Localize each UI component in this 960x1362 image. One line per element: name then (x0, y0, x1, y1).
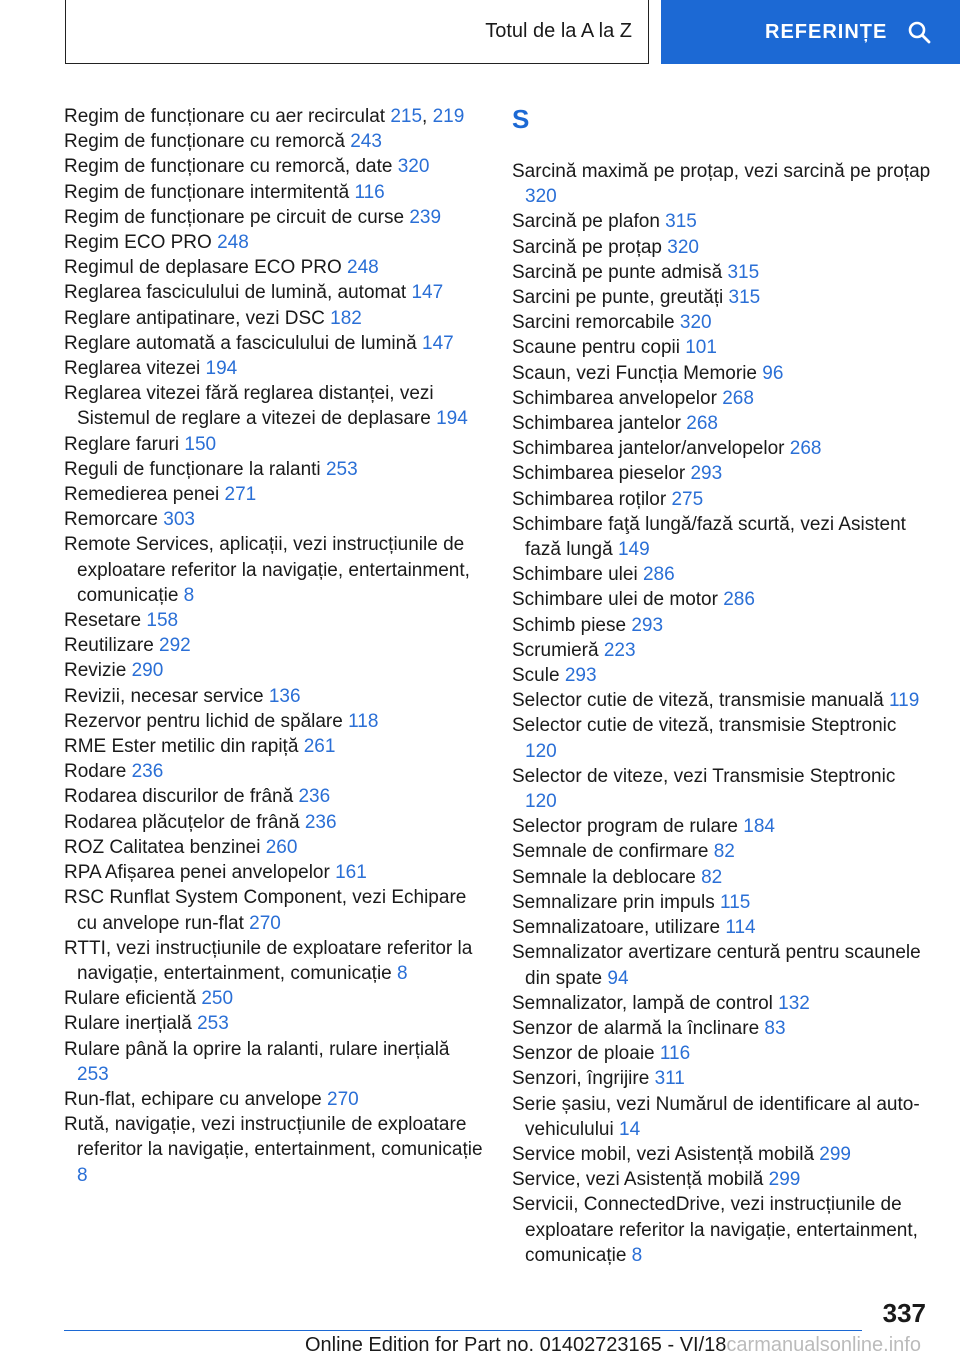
entry-text: Selector program de rulare (512, 816, 738, 838)
page-link[interactable]: 293 (690, 463, 723, 485)
entry-text: Selector cutie de viteză, transmisie Steptronic (512, 715, 897, 737)
index-entry (512, 915, 932, 940)
index-entry (64, 684, 484, 709)
page-link[interactable]: 116 (659, 1043, 691, 1065)
entry-text: ROZ Calitatea benzinei (64, 836, 261, 858)
index-entry (64, 280, 484, 305)
entry-text: Regim de funcționare intermitentă (64, 181, 350, 203)
page-link[interactable]: 320 (667, 236, 699, 258)
index-entry (512, 386, 932, 411)
index-entry (512, 461, 932, 486)
index-entry (64, 1112, 484, 1188)
entry-text: Remote Services, aplicații, vezi instrucțiunile de exploatare referitor la navigație, entertainment, comunicație (64, 534, 470, 606)
page-link[interactable]: 253 (197, 1013, 229, 1035)
entry-text: RTTI, vezi instrucțiunile de exploatare referitor la navigație, entertainment, comunicație (64, 937, 473, 984)
entry-text: Semnalizator, lampă de control (512, 992, 773, 1014)
index-entry (64, 810, 484, 835)
page-link[interactable]: 8 (631, 1244, 643, 1266)
footer-divider (64, 1330, 862, 1331)
entry-text: Reutilizare (64, 635, 154, 657)
index-column-right (512, 104, 932, 1268)
entry-text: Reglare faruri (64, 433, 180, 455)
index-entry (512, 839, 932, 864)
page-link[interactable]: 116 (354, 181, 385, 203)
reference-label: REFERINȚE (765, 20, 888, 43)
edition-info (305, 1334, 921, 1357)
page-link[interactable]: 315 (665, 211, 697, 233)
entry-text: Run-flat, echipare cu anvelope (64, 1088, 322, 1110)
page-link[interactable]: 82 (701, 866, 723, 888)
page-link[interactable]: 114 (725, 917, 756, 939)
index-entry (512, 1142, 932, 1167)
index-entry (64, 658, 484, 683)
index-entry (64, 759, 484, 784)
entry-text: Schimbarea jantelor (512, 413, 681, 435)
index-entry (512, 1016, 932, 1041)
entry-text: Scrumieră (512, 639, 599, 661)
entry-text: Rută, navigație, vezi instrucțiunile de exploatare referitor la navigație, entertainment, comunicație (64, 1114, 483, 1161)
page-link[interactable]: 248 (217, 232, 249, 254)
entry-text: Schimbare ulei (512, 564, 638, 586)
page-link[interactable]: 115 (720, 891, 751, 913)
index-entry (64, 306, 484, 331)
page-link[interactable]: 253 (325, 458, 358, 480)
index-entry (512, 1041, 932, 1066)
entry-text: Rodare (64, 761, 127, 783)
entry-text: Reglarea vitezei (64, 358, 201, 380)
page-link[interactable]: 236 (304, 811, 337, 833)
page-link[interactable]: 268 (789, 438, 822, 460)
section-letter: S (512, 104, 530, 134)
index-entry (512, 587, 932, 612)
index-entry (512, 285, 932, 310)
page-link[interactable]: 311 (654, 1068, 685, 1090)
page-link[interactable]: 250 (201, 988, 234, 1010)
index-entry (512, 209, 932, 234)
page-link[interactable]: 268 (722, 387, 754, 409)
entry-text: Resetare (64, 610, 142, 632)
page-link[interactable]: 158 (146, 610, 179, 632)
index-entry (512, 1066, 932, 1091)
entry-text: Senzor de ploaie (512, 1043, 655, 1065)
index-entry (64, 457, 484, 482)
page-link[interactable]: 8 (183, 584, 195, 606)
entry-text: Semnalizator avertizare centură pentru scaunele din spate (512, 942, 921, 989)
entry-text: Scaune pentru copii (512, 337, 680, 359)
entry-text: RSC Runflat System Component, vezi Echipare cu anvelope run-flat (64, 887, 467, 934)
entry-text: Regim de funcționare cu remorcă (64, 131, 345, 153)
page-link[interactable]: 120 (525, 791, 557, 813)
index-entry (64, 709, 484, 734)
index-entry (64, 608, 484, 633)
page-link[interactable]: 14 (619, 1118, 641, 1140)
entry-text: Semnalizare prin impuls (512, 891, 715, 913)
page-link[interactable]: 194 (205, 358, 238, 380)
entry-text: Reglarea fasciculului de lumină, automat (64, 282, 407, 304)
entry-text: Service, vezi Asistență mobilă (512, 1169, 764, 1191)
page-link[interactable]: 223 (603, 639, 636, 661)
section-title: Totul de la A la Z (485, 20, 632, 42)
reference-tab[interactable] (661, 0, 960, 64)
index-entry (512, 1192, 932, 1268)
index-entry (512, 638, 932, 663)
page-link[interactable]: 184 (743, 816, 775, 838)
page-link[interactable]: 236 (298, 786, 331, 808)
index-entry (64, 129, 484, 154)
page-link[interactable]: 275 (671, 488, 704, 510)
index-entry (512, 512, 932, 562)
entry-text: Semnale la deblocare (512, 866, 696, 888)
page-link[interactable]: 320 (397, 156, 430, 178)
entry-text: Senzori, îngrijire (512, 1068, 650, 1090)
entry-text: Selector cutie de viteză, transmisie manuală (512, 690, 884, 712)
entry-text: Rulare inerțială (64, 1013, 192, 1035)
page-link[interactable]: 286 (723, 589, 755, 611)
page-link[interactable]: 299 (819, 1143, 851, 1165)
entry-text: Regimul de deplasare ECO PRO (64, 257, 342, 279)
index-entry (512, 688, 932, 713)
page-link[interactable]: 303 (163, 509, 195, 531)
entry-text: Regim de funcționare cu remorcă, date (64, 156, 393, 178)
index-entry (512, 361, 932, 386)
index-entry (512, 1167, 932, 1192)
entry-text: Servicii, ConnectedDrive, vezi instrucțiunile de exploatare referitor la navigație, entertainment, comunicație (512, 1194, 918, 1266)
index-entry (64, 885, 484, 935)
entry-text: Sarcină maximă pe proțap, vezi sarcină pe proțap (512, 161, 931, 182)
entry-text: Scaun, vezi Funcția Memorie (512, 362, 757, 384)
page-link[interactable]: 260 (265, 836, 298, 858)
entry-text: Rezervor pentru lichid de spălare (64, 710, 343, 732)
page-link[interactable]: 136 (268, 685, 301, 707)
entry-text: Rulare eficientă (64, 988, 197, 1010)
index-entry (64, 1037, 484, 1087)
page-link[interactable]: 239 (409, 206, 442, 228)
page-link[interactable]: 243 (350, 131, 382, 153)
page-link[interactable]: 261 (303, 736, 336, 758)
index-entry (512, 562, 932, 587)
edition-text: Online Edition for Part no. 01402723165 - VI/18 (305, 1334, 727, 1356)
page-link[interactable]: 94 (607, 967, 629, 989)
entry-text: Semnale de confirmare (512, 841, 709, 863)
index-entry (64, 986, 484, 1011)
page-link[interactable]: 82 (713, 841, 735, 863)
entry-text: Schimbarea pieselor (512, 463, 686, 485)
entry-text: Schimbare ulei de motor (512, 589, 718, 611)
entry-text: Schimbare faţă lungă/fază scurtă, vezi Asistent fază lungă (512, 513, 906, 561)
page-link[interactable]: 118 (348, 710, 379, 732)
page-number: 337 (882, 1298, 926, 1328)
entry-text: Rulare până la oprire la ralanti, rulare inerțială (64, 1038, 450, 1060)
entry-text: Senzor de alarmă la înclinare (512, 1017, 760, 1039)
index-entry (64, 784, 484, 809)
watermark: carmanualsonline.info (726, 1334, 921, 1356)
page-link[interactable]: 268 (686, 413, 718, 435)
page-link[interactable]: 320 (525, 186, 557, 208)
page-link[interactable]: 96 (762, 362, 784, 384)
page-link[interactable]: 248 (347, 257, 379, 279)
page-link[interactable]: 194 (436, 408, 468, 430)
page-link[interactable]: 236 (131, 761, 164, 783)
entry-text: Reglarea vitezei fără reglarea distanței, vezi Sistemul de reglare a vitezei de deplasare (64, 383, 434, 430)
index-entry (64, 356, 484, 381)
entry-text: Sarcină pe punte admisă (512, 261, 723, 283)
index-entry (512, 713, 932, 763)
entry-text: Regim de funcționare cu aer recirculat (64, 106, 386, 127)
page-link[interactable]: 270 (249, 912, 281, 934)
entry-text: Schimbarea roților (512, 488, 667, 510)
index-entry (64, 860, 484, 885)
page-link[interactable]: 215 (390, 106, 423, 127)
page-link[interactable]: 8 (77, 1164, 88, 1186)
index-entry (512, 940, 932, 990)
entry-text: Sarcini remorcabile (512, 312, 675, 334)
entry-text: Remorcare (64, 509, 158, 531)
page-link[interactable]: 293 (564, 665, 597, 687)
index-entry (64, 1011, 484, 1036)
page-link[interactable]: 83 (764, 1017, 786, 1039)
index-entry (64, 154, 484, 179)
index-entry (512, 814, 932, 839)
page-link[interactable]: 8 (397, 962, 408, 984)
index-entry (64, 205, 484, 230)
entry-text: Schimbarea jantelor/anvelopelor (512, 438, 785, 460)
index-entry (512, 436, 932, 461)
page-link[interactable]: 320 (679, 312, 712, 334)
entry-text: Schimbarea anvelopelor (512, 387, 717, 409)
page-link[interactable]: 161 (335, 862, 367, 884)
index-entry (64, 381, 484, 431)
page-link[interactable]: 299 (768, 1169, 801, 1191)
entry-text: Semnalizatoare, utilizare (512, 917, 721, 939)
entry-text: Rodarea plăcuțelor de frână (64, 811, 300, 833)
entry-text: RME Ester metilic din rapiță (64, 736, 299, 758)
entry-text: Revizii, necesar service (64, 685, 264, 707)
index-entry (512, 613, 932, 638)
page-link[interactable]: 271 (224, 484, 257, 506)
index-entry (512, 764, 932, 814)
entry-text: Scule (512, 665, 560, 687)
page-link[interactable]: 147 (422, 332, 454, 354)
index-entry (512, 411, 932, 436)
index-entry (512, 159, 932, 209)
index-entry (512, 890, 932, 915)
entry-text: Selector de viteze, vezi Transmisie Steptronic (512, 765, 896, 787)
entry-text: Reglare automată a fasciculului de lumină (64, 332, 417, 354)
page-link[interactable]: 290 (131, 660, 164, 682)
entry-text: Reguli de funcționare la ralanti (64, 458, 321, 480)
entry-text: Service mobil, vezi Asistență mobilă (512, 1143, 815, 1165)
index-entry (512, 335, 932, 360)
page-link[interactable]: 270 (327, 1088, 359, 1110)
index-entry (64, 230, 484, 255)
page-link[interactable]: 293 (631, 614, 664, 636)
index-entry (64, 936, 484, 986)
page-link[interactable]: 120 (525, 740, 557, 762)
entry-text: Regim de funcționare pe circuit de curse (64, 206, 405, 228)
index-entry (64, 734, 484, 759)
index-entry (64, 633, 484, 658)
index-entry (64, 1087, 484, 1112)
index-entry (512, 865, 932, 890)
index-entry (512, 1092, 932, 1142)
entry-text: Schimb piese (512, 614, 627, 636)
entry-text: Reglare antipatinare, vezi DSC (64, 307, 325, 329)
index-entry (512, 487, 932, 512)
index-entry (64, 331, 484, 356)
index-entry (512, 260, 932, 285)
index-entry (512, 991, 932, 1016)
search-icon[interactable] (907, 20, 931, 44)
index-entry (64, 180, 484, 205)
entry-text: Serie șasiu, vezi Numărul de identificare al autovehiculului (512, 1093, 920, 1140)
page-link[interactable]: 101 (685, 337, 717, 359)
index-entry (512, 663, 932, 688)
entry-text: Rodarea discurilor de frână (64, 786, 294, 808)
page-link[interactable]: 149 (617, 539, 650, 561)
entry-text: RPA Afișarea penei anvelopelor (64, 862, 330, 884)
page-link[interactable]: 147 (411, 282, 444, 304)
index-entry (64, 507, 484, 532)
entry-text: Sarcină pe proțap (512, 236, 662, 258)
entry-text: Sarcină pe plafon (512, 211, 660, 233)
page-link[interactable]: 132 (778, 992, 810, 1014)
page-link[interactable]: 219 (432, 106, 465, 127)
page-link[interactable]: 253 (77, 1063, 109, 1085)
index-entry (64, 482, 484, 507)
entry-text: Sarcini pe punte, greutăți (512, 287, 724, 309)
page-link[interactable]: 315 (727, 261, 760, 283)
index-entry (512, 310, 932, 335)
index-entry (64, 255, 484, 280)
index-entry (64, 835, 484, 860)
entry-text: Revizie (64, 660, 127, 682)
index-entry (512, 235, 932, 260)
section-tab[interactable] (65, 0, 649, 64)
page-link[interactable]: 292 (159, 635, 191, 657)
entry-text: Remedierea penei (64, 484, 220, 506)
index-column-left (64, 104, 484, 1188)
page-link[interactable]: 119 (889, 690, 920, 712)
index-entry (64, 532, 484, 608)
index-entry: Regim de funcționare cu aer recirculat 215, 219 (64, 106, 465, 127)
page-link[interactable]: 315 (728, 287, 761, 309)
entry-text: Regim ECO PRO (64, 232, 212, 254)
page-link[interactable]: 150 (184, 433, 217, 455)
index-entry (64, 432, 484, 457)
page-link[interactable]: 182 (330, 307, 362, 329)
page-link[interactable]: 286 (642, 564, 675, 586)
